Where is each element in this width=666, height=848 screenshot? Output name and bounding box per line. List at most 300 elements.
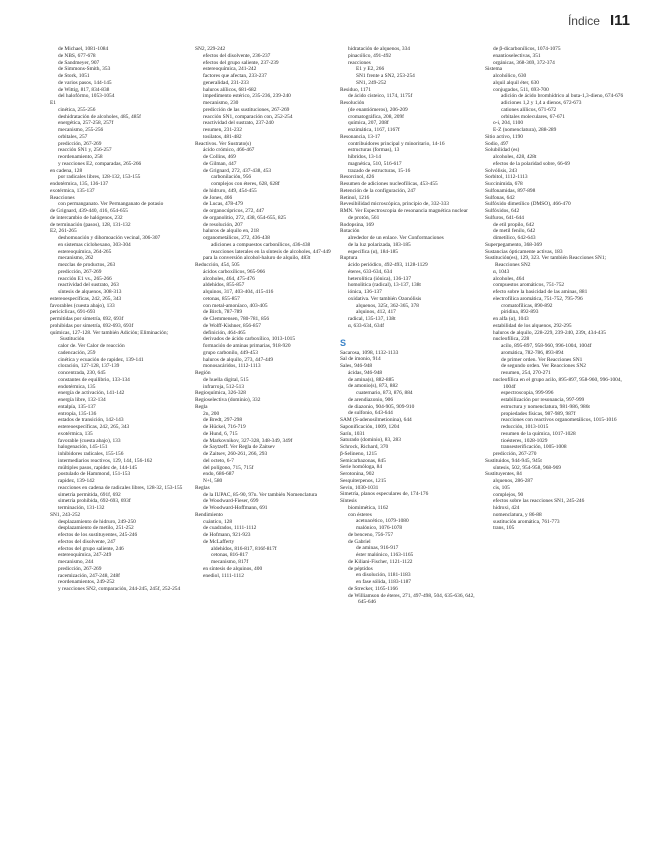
index-subentry: de Michael, 1081-1084 bbox=[58, 46, 109, 52]
index-entry: Residuo, 1171 bbox=[340, 86, 371, 93]
index-subentry: de Simmons-Smith, 353 bbox=[58, 66, 111, 73]
index-subentry: de β-dicarbonílicos, 1074-1075 bbox=[493, 46, 561, 52]
index-subentry: orbitales, 257 bbox=[58, 133, 88, 140]
index-entry: Resorcinol, 426 bbox=[340, 174, 375, 181]
index-subentry: alquinos, 317, 403-404, 415-416 bbox=[203, 289, 274, 295]
index-subentry: haluros de alquilo, 228-229, 239-240, 239t, 434-435 bbox=[493, 329, 606, 336]
index-subentry: enantioselectivas, 351 bbox=[493, 52, 541, 59]
index-subentry: resumen, 231-232 bbox=[203, 127, 242, 133]
index-subentry: de amina(s), 882-885 bbox=[348, 376, 394, 383]
index-subentry: cromatofílicas, 890-892 bbox=[501, 302, 553, 309]
index-column-2 bbox=[195, 46, 336, 836]
index-subentry: estereoquímica, 264-265 bbox=[58, 248, 112, 255]
index-subentry: concentrada, 230, 645 bbox=[58, 370, 106, 376]
index-subentry: de sulfonio, 643-644 bbox=[348, 410, 393, 417]
index-subentry: pinacólico, 491-492 bbox=[348, 52, 392, 59]
index-subentry: predicción, 267-269 bbox=[58, 140, 102, 147]
index-subentry: de Jones, 466 bbox=[203, 194, 233, 201]
index-entry: Ruptura bbox=[340, 255, 358, 262]
index-subentry: de Stork, 1051 bbox=[58, 73, 90, 79]
index-subentry: infrarroja, 512-513 bbox=[203, 383, 245, 390]
index-subentry: reordenamientos, 249-252 bbox=[58, 579, 115, 586]
index-subentry: homolítica (radical), 13-137, 138t bbox=[348, 282, 421, 289]
index-subentry: del octeto, 6-7 bbox=[203, 457, 234, 464]
index-subentry: orgánicas, 368-369, 372-374 bbox=[493, 59, 555, 66]
index-subentry: orbitales moleculares, 67-671 bbox=[501, 113, 565, 120]
index-subentry: estructura y nomenclatura, 981-986, 986t bbox=[501, 403, 590, 410]
index-subentry: generalidad, 231-233 bbox=[203, 79, 249, 86]
index-subentry: tioésteres, 1028-1029 bbox=[501, 437, 548, 444]
index-subentry: factores que afectan, 233-237 bbox=[203, 73, 267, 79]
index-subentry: de protón, 561 bbox=[348, 214, 380, 221]
index-subentry: desplazamiento de hidruro, 249-250 bbox=[58, 518, 136, 525]
index-entry: Saturado (dominio), 83, 283 bbox=[340, 437, 401, 444]
index-subentry: éster malónico, 1163-1165 bbox=[356, 552, 414, 558]
index-subentry: conjugados, 511, 693-700 bbox=[493, 86, 549, 93]
index-subentry: de Saytzeff. Ver Regla de Zaitsev bbox=[203, 444, 275, 451]
index-subentry: simetría prohibida, 692-693, 693f bbox=[58, 498, 131, 505]
index-entry: Síntesis bbox=[340, 498, 357, 504]
index-subentry: cetonas, 816-817 bbox=[211, 552, 248, 559]
index-subentry: hidratación de alquenos, 334 bbox=[348, 46, 410, 52]
index-subentry: terminación, 131-132 bbox=[58, 505, 105, 511]
index-subentry: α, 633-634, 634f bbox=[348, 322, 385, 329]
index-subentry: trazado de estructuras, 15-16 bbox=[348, 167, 411, 174]
index-subentry: alcohólico, 630 bbox=[493, 73, 527, 79]
index-subentry: alcoholes, 464, 475-476 bbox=[203, 275, 255, 282]
index-entry: Reducción, 454, 505 bbox=[195, 262, 240, 268]
index-subentry: carbonilación, 956 bbox=[211, 174, 252, 181]
index-subentry: de metil fenilo, 642 bbox=[493, 228, 536, 235]
index-subentry: de amonio(s), 873, 882 bbox=[348, 383, 398, 390]
index-subentry: efectos de los sustituyentes, 245-246 bbox=[58, 532, 138, 538]
index-subentry: reacciones laterales en la síntesis de alcoholes, 447-449 bbox=[211, 248, 331, 255]
index-subentry: cloración, 127-128, 137-139 bbox=[58, 363, 120, 370]
index-subentry: deshidratación de alcoholes, 485, 485f bbox=[58, 113, 141, 120]
index-subentry: oxidativa. Ver también Ozonólisis bbox=[348, 295, 422, 302]
index-subentry: o-i, 204, 1100 bbox=[493, 120, 524, 127]
index-subentry: definición, 464-465 bbox=[203, 329, 246, 336]
index-subentry: reacciones con reactivos organometálicos, 1015-1016 bbox=[501, 417, 617, 424]
index-entry: Sarín, 1031 bbox=[340, 430, 365, 437]
index-subentry: alquinos, 412, 417 bbox=[356, 309, 396, 316]
index-subentry: de organocúpricos, 272, 447 bbox=[203, 208, 265, 214]
index-subentry: energía libre, 132-134 bbox=[58, 397, 106, 403]
index-subentry: mecanismo, 230 bbox=[203, 100, 239, 106]
index-subentry: para la conversión alcohol-haluro de alquilo, 483t bbox=[203, 255, 311, 262]
index-subentry: de Collins, 469 bbox=[203, 154, 236, 160]
index-subentry: de primer orden. Ver Reacciones SN1 bbox=[501, 356, 583, 363]
index-entry: SN1, 243-252 bbox=[50, 511, 81, 518]
index-entry: E2, 261-265 bbox=[50, 228, 77, 235]
index-entry: de intercambio de halógenos, 232 bbox=[50, 214, 123, 221]
index-entry: Semicarbazonas, 845 bbox=[340, 457, 386, 464]
index-subentry: predicción, 267-269 bbox=[58, 565, 102, 572]
index-subentry: grupo carbonilo, 449-453 bbox=[203, 349, 258, 356]
index-entry: Serie homóloga, 84 bbox=[340, 464, 383, 471]
index-subentry: hidroxi, 424 bbox=[493, 505, 520, 511]
index-subentry: compuestos aromáticos, 751-752 bbox=[493, 282, 565, 289]
index-entry: estereoespecíficas, 242, 265, 343 bbox=[50, 295, 122, 302]
index-entry: E1 bbox=[50, 100, 56, 106]
index-subentry: α, 1043 bbox=[493, 268, 510, 275]
index-subentry: estabilidad de los alquenos, 292-295 bbox=[493, 322, 572, 329]
index-subentry: ácidos carboxílicos, 965-966 bbox=[203, 268, 266, 275]
index-subentry: reacciones en cadena de radicales libres, 128-32, 153-155 bbox=[58, 484, 183, 491]
index-subentry: efectos del grupo saliente, 237-239 bbox=[203, 59, 279, 66]
index-subentry: efectos del disolvente, 247 bbox=[58, 538, 116, 545]
index-subentry: resumen, 254, 270-271 bbox=[501, 370, 551, 376]
index-subentry: electrofílica aromática, 751-752, 795-796 bbox=[493, 295, 583, 302]
index-subentry: nomenclatura, y 86-88 bbox=[493, 511, 542, 518]
index-entry: Sulfonamidas, 897-898 bbox=[485, 187, 536, 194]
index-subentry: magnética, 510, 516-617 bbox=[348, 160, 402, 167]
index-subentry: efecto sobre la basicidad de las aminas, 881 bbox=[493, 289, 588, 295]
index-entry: Sulfóxidos, 642 bbox=[485, 208, 520, 214]
index-subentry: con permanganato. Ver Permanganato de potasio bbox=[58, 201, 164, 208]
index-subentry: de Woodward-Hoffmann, 691 bbox=[203, 505, 268, 511]
index-entry: Sustitución(es), 129, 323. Ver también Reacciones SN1; Reacciones SN2 bbox=[485, 255, 607, 268]
index-subentry: de Bredt, 297-298 bbox=[203, 417, 243, 424]
index-entry: Retinol, 1216 bbox=[340, 194, 370, 201]
index-subentry: aldehídos, 816-817, 816f-817f bbox=[211, 545, 277, 552]
index-entry: Reglas bbox=[195, 484, 210, 491]
index-subentry: cinética, 255-256 bbox=[58, 106, 96, 113]
index-subentry: de Hofmann, 921-923 bbox=[203, 532, 251, 538]
index-entry: Retención de la configuración, 247 bbox=[340, 187, 416, 194]
index-subentry: complejos con éteres, 628, 628f bbox=[211, 181, 280, 187]
index-subentry: mecanismo, 255-256 bbox=[58, 127, 104, 133]
index-subentry: derivados de ácido carboxílico, 1013-1015 bbox=[203, 336, 296, 343]
index-subentry: predicción de las sustituciones, 267-269 bbox=[203, 106, 290, 113]
index-subentry: éteres, 633-634, 634 bbox=[348, 268, 393, 275]
index-subentry: energía de activación, 141-142 bbox=[58, 390, 125, 397]
index-subentry: de Zaitsev, 260-261, 266, 293 bbox=[203, 451, 268, 457]
index-subentry: de resolución, 207 bbox=[203, 221, 243, 228]
index-subentry: impedimento estérico, 235-236, 239-240 bbox=[203, 93, 291, 100]
index-subentry: acetoacético, 1079-1080 bbox=[356, 518, 409, 525]
index-subentry: cadencación, 259 bbox=[58, 349, 96, 356]
index-subentry: mecanismo, 244 bbox=[58, 559, 94, 565]
index-subentry: adición de ácido bromhídrico al buta-1,3-dieno, 674-676 bbox=[501, 93, 624, 100]
index-subentry: híbridos, 13-14 bbox=[348, 154, 381, 160]
index-subentry: de Hückel, 716-719 bbox=[203, 424, 246, 430]
index-entry: RMN. Ver Espectroscopia de resonancia magnética nuclear bbox=[340, 208, 468, 214]
index-subentry: reordenamiento, 258 bbox=[58, 154, 103, 160]
index-subentry: de diazonio, 904-905, 909-910 bbox=[348, 403, 415, 410]
index-subentry: energética, 257-258, 257f bbox=[58, 120, 114, 127]
index-entry: Saponificación, 1009, 1204 bbox=[340, 423, 400, 430]
index-subentry: haluros de alquilo en, 218 bbox=[203, 228, 259, 235]
index-subentry: piridina, 892-893 bbox=[501, 309, 539, 316]
section-letter: S bbox=[340, 337, 347, 348]
index-subentry: transesterificación, 1005-1008 bbox=[501, 444, 567, 451]
index-subentry: SN1 frente a SN2, 253-254 bbox=[356, 73, 415, 79]
index-subentry: alquil alquil éter, 630 bbox=[493, 79, 539, 86]
index-entry: endotérmica, 135, 136-137 bbox=[50, 181, 109, 187]
index-subentry: de varios pasos, 144-145 bbox=[58, 79, 112, 86]
index-entry: favorables (cuesta abajo), 133 bbox=[50, 302, 115, 309]
index-subentry: reducción, 1013-1015 bbox=[501, 424, 549, 430]
index-subentry: de Gabriel bbox=[348, 538, 371, 545]
index-entry: Succinimida, 678 bbox=[485, 181, 523, 187]
index-subentry: heterolítica (iónica), 136-137 bbox=[348, 275, 412, 282]
index-subentry: efectos de la polaridad sobre, 66-69 bbox=[493, 160, 570, 167]
index-subentry: alcoholes, 464 bbox=[493, 275, 525, 282]
index-subentry: de arendiazonio, 906 bbox=[348, 396, 394, 403]
index-subentry: reacción SN1, comparación con, 252-254 bbox=[203, 113, 293, 120]
index-subentry: E1 y E2, 266 bbox=[356, 66, 385, 73]
index-entry: Rotación bbox=[340, 228, 360, 235]
index-entry: Resumen de adiciones nucleofílicas, 453-455 bbox=[340, 181, 438, 187]
index-entry: exotérmica, 135-137 bbox=[50, 187, 95, 194]
index-subentry: de Hund, 6, 715 bbox=[203, 430, 238, 437]
index-subentry: inhibidores radicales, 155-156 bbox=[58, 451, 124, 457]
index-subentry: de Sandmeyer, 907 bbox=[58, 59, 100, 66]
index-subentry: en alfa (α), 1043 bbox=[493, 316, 529, 322]
index-subentry: cationes alílicos, 671-672 bbox=[501, 106, 557, 113]
index-subentry: alrededor de un enlace. Ver Conformaciones bbox=[348, 235, 444, 241]
index-subentry: biomimética, 1162 bbox=[348, 504, 389, 511]
index-subentry: de la luz polarizada, 183-185 bbox=[348, 241, 411, 248]
index-subentry: de cuadrados, 1111-1112 bbox=[203, 525, 257, 532]
index-entry: Superpegamento, 368-369 bbox=[485, 241, 542, 248]
index-subentry: de Lucas, 478-479 bbox=[203, 201, 243, 208]
index-entry: Schrock, Richard, 370 bbox=[340, 444, 389, 450]
index-entry: Sustituyentes, 84 bbox=[485, 471, 522, 478]
index-subentry: malónico, 1076-1078 bbox=[356, 525, 403, 531]
index-entry: Regioselectiva (dominio), 332 bbox=[195, 397, 261, 403]
index-subentry: SN1, 249-252 bbox=[356, 79, 387, 86]
index-subentry: efectos del grupo saliente, 246 bbox=[58, 545, 124, 552]
index-entry: Regioquímica, 326-328 bbox=[195, 390, 246, 397]
index-entry: SN2, 229-242 bbox=[195, 46, 226, 52]
index-entry: SAM (S-adenosilmetionina), 644 bbox=[340, 417, 412, 423]
index-subentry: con metal-amoníaco, 403-405 bbox=[203, 302, 268, 309]
index-subentry: enediol, 1111-1112 bbox=[203, 572, 244, 579]
index-subentry: de benceno, 756-757 bbox=[348, 531, 394, 538]
index-entry: Sulfóxido dimetílico (DMSO), 466-470 bbox=[485, 201, 571, 208]
index-subentry: iónica, 136-137 bbox=[348, 289, 382, 295]
index-entry: Reacciones bbox=[50, 194, 75, 201]
index-subentry: de Williamson de éteres, 271, 497-498, 504, 635-636, 642, 645-646 bbox=[348, 592, 475, 606]
index-subentry: postulado de Hammond, 151-153 bbox=[58, 471, 131, 478]
index-subentry: de Markovnikov, 327-328, 348-349, 349f bbox=[203, 437, 293, 444]
index-entry: pericíclicas, 691-693 bbox=[50, 309, 96, 316]
index-entry: Sorbitol, 1112-1113 bbox=[485, 174, 528, 181]
index-subentry: sustitución aromática, 761-773 bbox=[493, 518, 560, 525]
index-column-1 bbox=[50, 46, 191, 836]
index-subentry: intermediarios reactivos, 129, 144, 156-162 bbox=[58, 457, 153, 464]
index-entry: Sistema bbox=[485, 66, 503, 73]
index-subentry: estabilización por resonancia, 997-999 bbox=[501, 397, 585, 403]
index-subentry: de Clemmensen, 780-781, 856 bbox=[203, 316, 270, 322]
index-subentry: estereoespecíficas, 242, 265, 343 bbox=[58, 424, 130, 430]
index-entry: Sal de imonio, 914 bbox=[340, 356, 381, 363]
index-column-3 bbox=[340, 46, 481, 836]
index-subentry: aldehídos, 855-857 bbox=[203, 282, 245, 289]
index-subentry: complejos, 90 bbox=[493, 491, 524, 498]
index-subentry: de Woodward-Fieser, 699 bbox=[203, 498, 259, 505]
index-subentry: reacción E1 vs., 265-266 bbox=[58, 275, 112, 282]
index-subentry: predicción, 267-270 bbox=[493, 451, 537, 457]
index-subentry: haluros de alquilo, 273, 447-449 bbox=[203, 356, 274, 363]
index-subentry: constantes de equilibrio, 133-134 bbox=[58, 376, 130, 383]
index-entry: Regla bbox=[195, 403, 208, 410]
index-subentry: estereoquímica, 247-249 bbox=[58, 552, 112, 559]
index-subentry: radical, 135-137, 138t bbox=[348, 316, 396, 322]
index-entry: Sustituidos, 944-945, 945t bbox=[485, 457, 542, 464]
index-subentry: mezclas de productos, 263 bbox=[58, 262, 116, 268]
index-entry: permitidas por simetría, 692, 693f bbox=[50, 316, 124, 322]
index-entry: Sustancias ópticamente activas, 183 bbox=[485, 248, 563, 255]
index-subentry: síntesis de alquenos, 308-313 bbox=[58, 289, 122, 295]
index-subentry: de Strecker, 1165-1166 bbox=[348, 585, 398, 592]
index-subentry: con ésteres bbox=[348, 511, 372, 518]
index-subentry: exotérmica, 135 bbox=[58, 430, 93, 437]
index-subentry: química, 207, 208f bbox=[348, 120, 389, 127]
index-entry: prohibidas por simetría, 692-693, 693f bbox=[50, 322, 134, 329]
index-subentry: organometálicos, 272, 436-438 bbox=[203, 235, 270, 241]
index-entry: Sesquiterpenos, 1215 bbox=[340, 477, 387, 484]
index-subentry: resumen de la química, 1017-1028 bbox=[501, 430, 576, 437]
index-entry: de terminación (pasos), 128, 131-132 bbox=[50, 221, 131, 228]
index-subentry: de Grignard, 272, 437-438, 453 bbox=[203, 167, 272, 174]
index-subentry: (de enantiómeros), 206-209 bbox=[348, 106, 408, 113]
header-section-title: Índice bbox=[567, 14, 600, 28]
index-subentry: ácidas, 946-948 bbox=[348, 369, 383, 376]
index-entry: Sacarosa, 1098, 1132-1133 bbox=[340, 349, 399, 356]
index-subentry: y reacciones E2, comparadas, 265-266 bbox=[58, 160, 142, 167]
index-subentry: y reacciones SN2, comparación, 244-245, 245f, 252-254 bbox=[58, 586, 181, 592]
index-columns bbox=[50, 46, 625, 836]
index-subentry: N+l, 580 bbox=[203, 478, 223, 484]
index-subentry: 2n, 200 bbox=[203, 410, 220, 417]
index-entry: Sevin, 1030-1031 bbox=[340, 484, 379, 491]
index-column-4 bbox=[485, 46, 626, 836]
index-subentry: espectroscopia, 999-996 bbox=[501, 390, 554, 397]
index-subentry: reactividad del sustrato, 263 bbox=[58, 282, 119, 289]
index-subentry: ácido periódico, 492-493, 1128-1129 bbox=[348, 262, 428, 268]
index-subentry: de péptidos bbox=[348, 565, 373, 572]
index-subentry: estereoquímica, 241-242 bbox=[203, 66, 257, 73]
index-subentry: cromatográfica, 208, 209f bbox=[348, 113, 404, 120]
index-subentry: efectos sobre las reacciones SN1, 245-246 bbox=[493, 498, 585, 505]
index-subentry: endo, 686-687 bbox=[203, 471, 235, 478]
index-subentry: alquenos, 286-287 bbox=[493, 478, 533, 484]
index-subentry: del polígono, 715, 715f bbox=[203, 464, 254, 471]
index-subentry: trans, 105 bbox=[493, 525, 515, 532]
index-subentry: cetonas, 855-857 bbox=[203, 295, 240, 302]
index-subentry: calor de. Ver Calor de reacción bbox=[58, 343, 125, 349]
index-subentry: mecanismo, 817f bbox=[211, 559, 249, 565]
index-subentry: de hidruro, 449, 454-455 bbox=[203, 187, 257, 194]
index-subentry: reacción SN1 y, 256-257 bbox=[58, 147, 112, 154]
index-entry: Reactivos. Ver Sustrato(s) bbox=[195, 140, 252, 147]
index-entry: Región bbox=[195, 370, 211, 376]
index-subentry: favorable (cuesta abajo), 133 bbox=[58, 437, 121, 444]
index-subentry: endotérmica, 135 bbox=[58, 383, 96, 390]
index-entry: Serotonina, 902 bbox=[340, 471, 375, 477]
index-subentry: nucleofílica en el grupo acilo, 895-897, 958-960, 996-1004, 1004f bbox=[493, 376, 622, 390]
index-subentry: propiedades físicas, 987-989, 987f bbox=[501, 410, 576, 417]
index-subentry: enzimática, 1167, 1167f bbox=[348, 127, 400, 133]
index-subentry: síntesis, 502, 954-958, 968-969 bbox=[493, 464, 561, 471]
index-subentry: racemización, 247-248, 248f bbox=[58, 572, 120, 579]
index-subentry: cuántico, 128 bbox=[203, 518, 233, 525]
index-subentry: del halofórmo, 1053-1054 bbox=[58, 93, 115, 100]
index-subentry: cis, 105 bbox=[493, 484, 510, 491]
index-subentry: predicción, 267-269 bbox=[58, 268, 102, 275]
index-subentry: estados de transición, 142-143 bbox=[58, 417, 124, 424]
index-subentry: de Wolff-Kishner, 856-857 bbox=[203, 322, 261, 329]
index-subentry: tosilatos, 481-482 bbox=[203, 133, 242, 140]
index-subentry: deshomoación y dihomoación vecinal, 306-307 bbox=[58, 235, 161, 241]
index-subentry: de NBS, 677-678 bbox=[58, 52, 96, 59]
index-subentry: E-Z (nomenclatura), 288-289 bbox=[493, 127, 557, 133]
index-entry: Sitio activo, 1190 bbox=[485, 133, 523, 140]
index-subentry: efectos del disolvente, 236-237 bbox=[203, 52, 271, 59]
index-entry: Sulfonas, 642 bbox=[485, 194, 515, 201]
index-subentry: de Birch, 787-789 bbox=[203, 309, 243, 316]
index-subentry: de la IUPAC, 85-90, 97n. Ver también Nomenclatura bbox=[203, 491, 318, 498]
index-subentry: de Gilman, 447 bbox=[203, 160, 237, 167]
index-subentry: de Wittig, 817, 834-838 bbox=[58, 86, 110, 93]
index-subentry: mecanismo, 262 bbox=[58, 255, 94, 262]
page-number: I11 bbox=[609, 12, 630, 29]
index-entry: Sales, 946-948 bbox=[340, 363, 373, 369]
index-subentry: haluros alílicos, 681-682 bbox=[203, 86, 257, 93]
index-subentry: nucleofílica, 228 bbox=[493, 336, 530, 343]
index-subentry: de organolitio, 272, 438, 654-655, 825 bbox=[203, 214, 286, 221]
index-subentry: contribuidores principal y minoritario, 14-16 bbox=[348, 140, 445, 147]
index-subentry: múltiples pasos, rapidez de, 144-145 bbox=[58, 464, 138, 471]
index-subentry: adiciones a compuestos carbonílicos, 436-438 bbox=[211, 241, 311, 248]
index-subentry: formación de aminas primarias, 918-920 bbox=[203, 343, 291, 349]
index-subentry: adiciones 1,2 y 1,4 a dienos, 672-673 bbox=[501, 100, 582, 106]
index-subentry: halogenación, 145-151 bbox=[58, 444, 108, 451]
index-entry: Simetría, planos especulares de, 174-176 bbox=[340, 491, 429, 498]
index-entry: Rendimiento bbox=[195, 511, 223, 518]
index-entry: de Grignard, 439-440, 416, 654-655 bbox=[50, 208, 129, 214]
index-entry: Resonancia, 13-17 bbox=[340, 133, 381, 140]
index-subentry: en disolución, 1181-1183 bbox=[356, 572, 411, 579]
index-subentry: de McLafferty bbox=[203, 538, 235, 545]
index-subentry: rapidez, 139-142 bbox=[58, 478, 95, 484]
index-subentry: en fase sólida, 1183-1187 bbox=[356, 579, 411, 585]
index-subentry: ácido crómico, 466-467 bbox=[203, 147, 255, 154]
index-subentry: específica (α), 184-185 bbox=[348, 248, 398, 255]
index-entry: químicas, 127-128. Ver también Adición; Eliminación; Sustitución bbox=[50, 329, 169, 343]
index-entry: en cadena, 128 bbox=[50, 167, 83, 174]
running-header bbox=[568, 12, 630, 34]
index-subentry: de ácido cisteico, 1174, 1175f bbox=[348, 93, 413, 100]
index-entry: Solvólisis, 243 bbox=[485, 167, 518, 174]
index-subentry: de aminas, 916-917 bbox=[356, 545, 399, 552]
index-subentry: de etil propilo, 642 bbox=[493, 221, 535, 228]
index-subentry: en sistemas ciclohexano, 303-304 bbox=[58, 241, 131, 248]
index-entry: Resolución bbox=[340, 100, 365, 106]
index-subentry: alquenos, 325t, 362-365, 378 bbox=[356, 302, 419, 309]
index-subentry: entropía, 135-136 bbox=[58, 410, 97, 417]
index-entry: β-Selineno, 1215 bbox=[340, 450, 377, 457]
index-subentry: dimetílico, 642-643 bbox=[493, 235, 536, 241]
index-subentry: desplazamiento de metilo, 251-252 bbox=[58, 525, 134, 532]
index-subentry: de Kiliani-Fischer, 1121-1122 bbox=[348, 558, 413, 565]
index-subentry: entalpía, 135-137 bbox=[58, 403, 96, 410]
index-subentry: monosacáridos, 1112-1113 bbox=[203, 363, 261, 370]
index-subentry: cuaternario, 873, 876, 884 bbox=[356, 390, 413, 396]
